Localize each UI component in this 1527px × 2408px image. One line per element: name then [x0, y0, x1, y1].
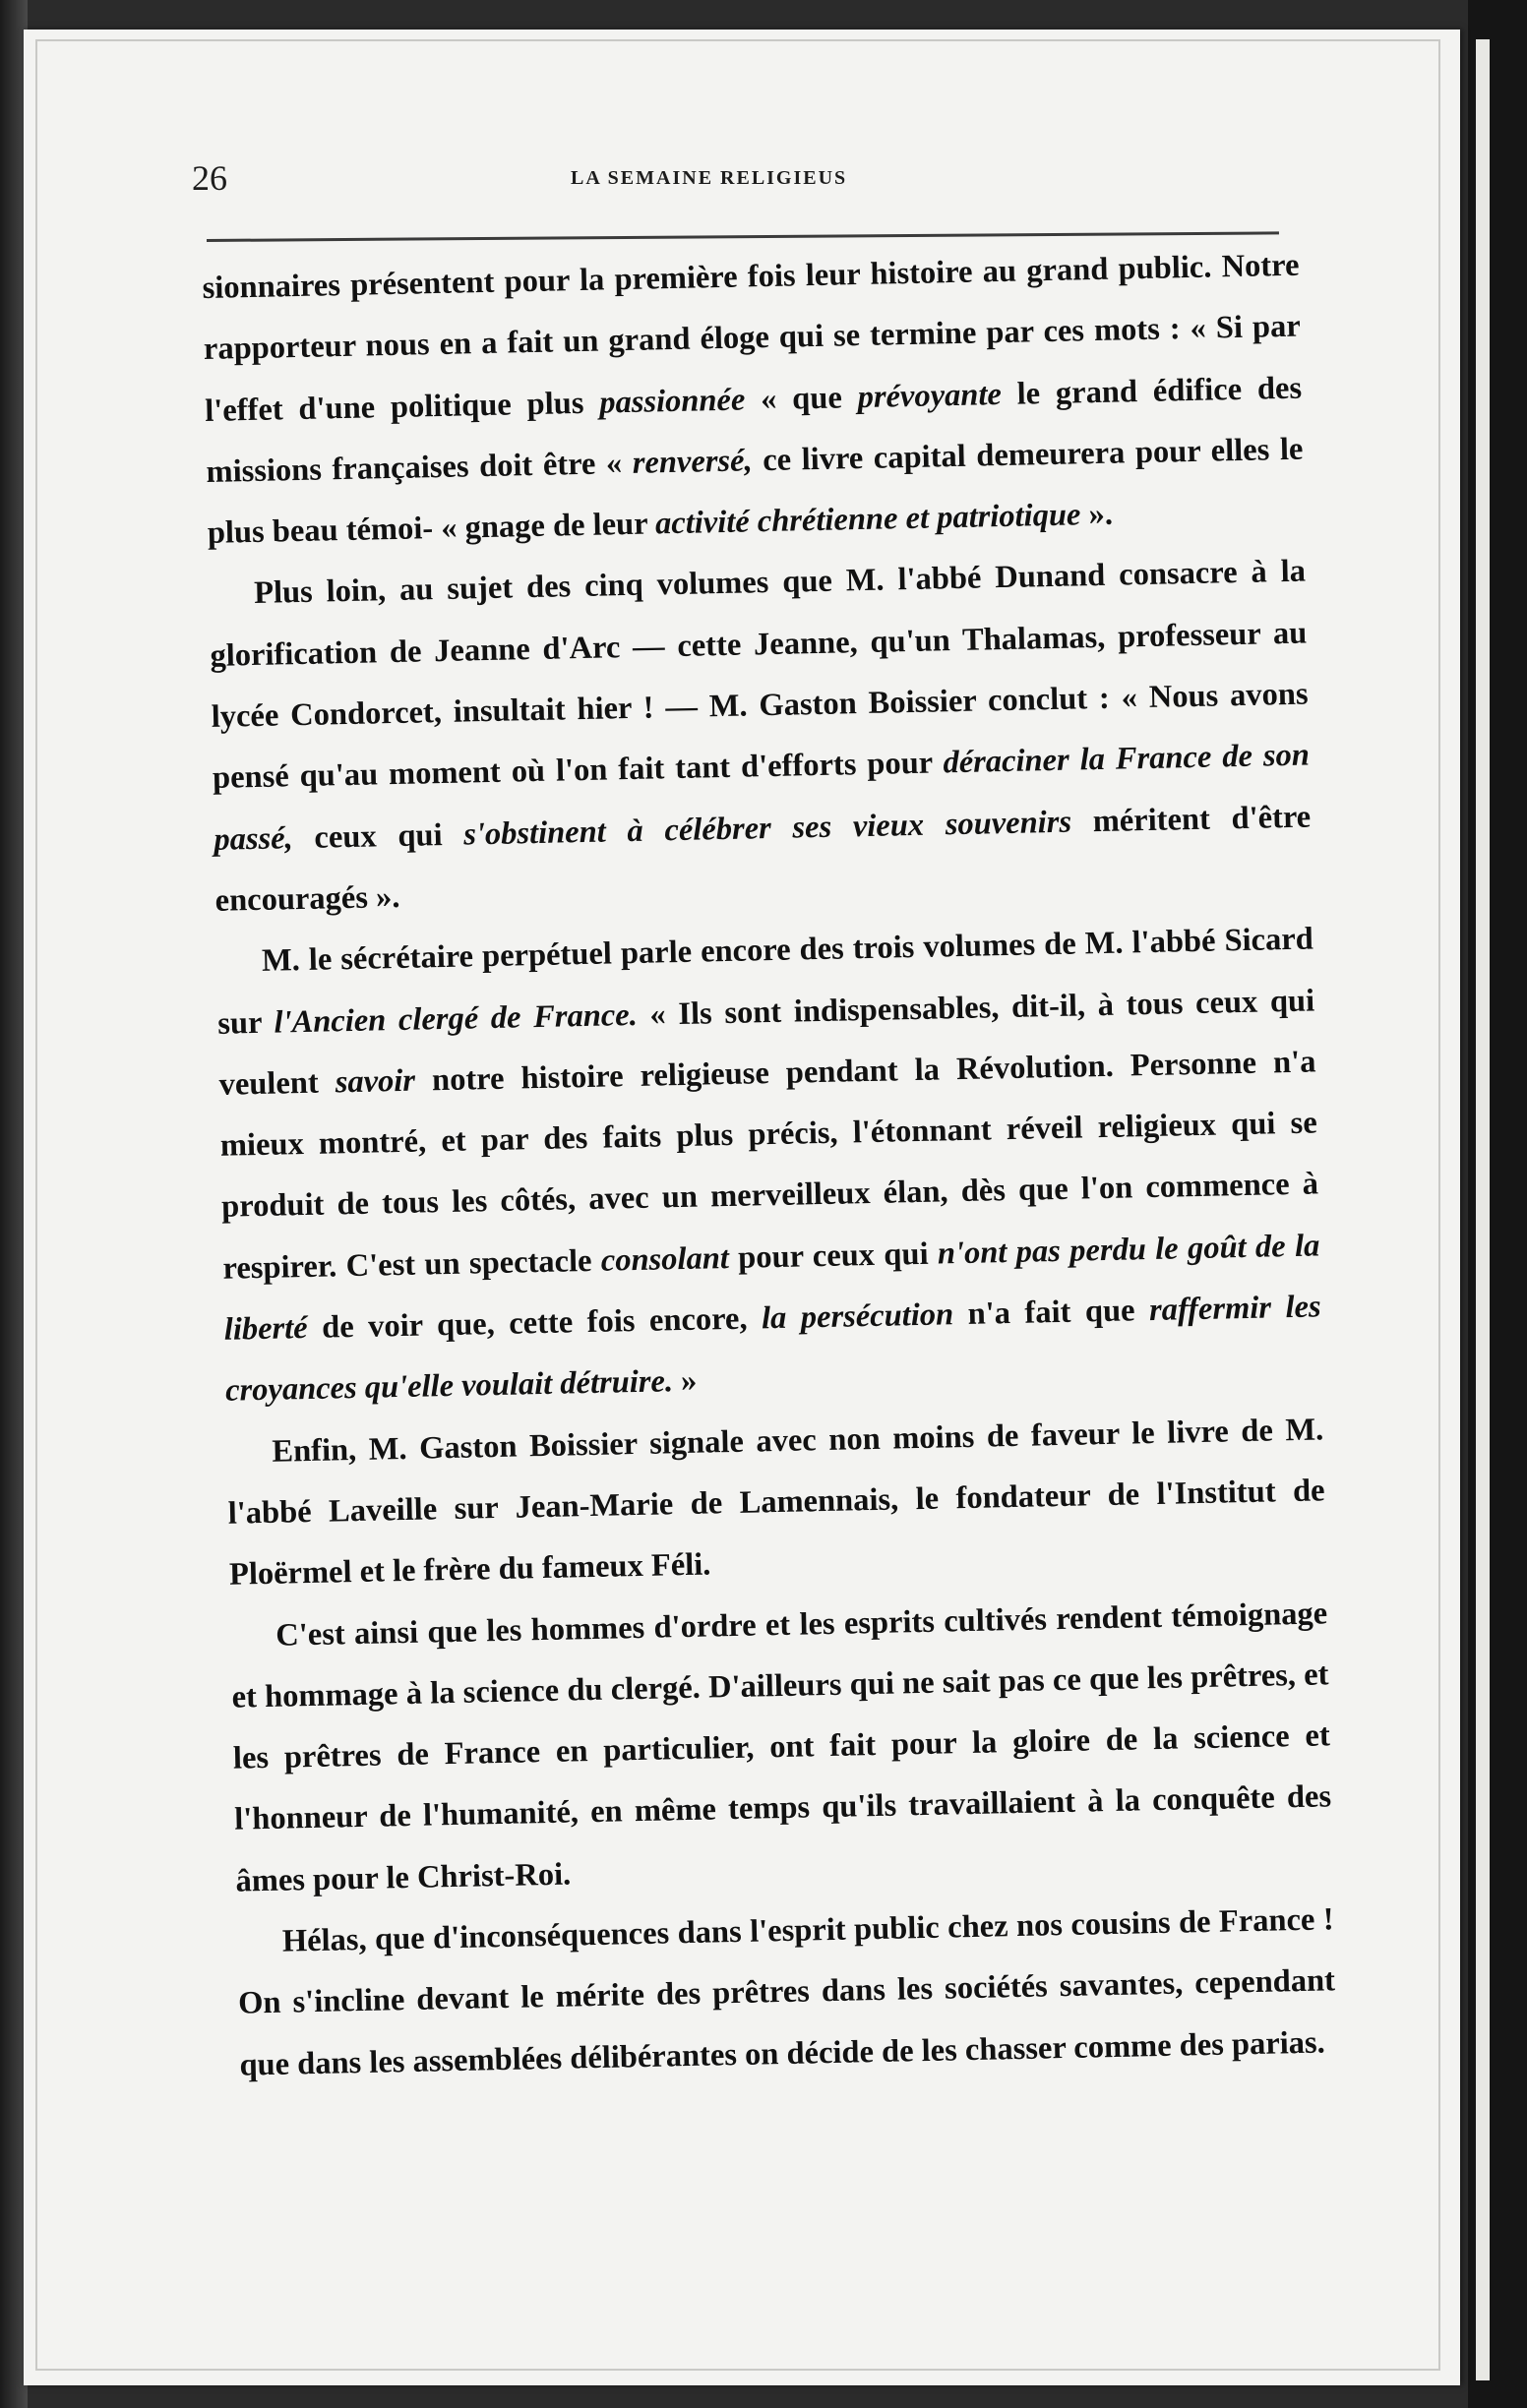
running-title: LA SEMAINE RELIGIEUS — [571, 167, 848, 189]
paragraph-4: Enfin, M. Gaston Boissier signale avec non moins de faveur le livre de M. l'abbé Laveille sur Jean-Marie de Lamennais, le fondateur de l'Institut de Ploërmel et le frère du fameux Féli. — [227, 1412, 1325, 1593]
page-number: 26 — [192, 158, 227, 198]
adjacent-page-edge — [1476, 39, 1490, 2380]
paragraph-2: Plus loin, au sujet des cinq volumes que M. l'abbé Dunand consacre à la glorification de Jeanne d'Arc — cette Jeanne, qu'un Thalamas, professeur au lycée Condorcet, insultait hier ! — M. Gaston Boissier conclut : « Nous avons pensé qu'au moment où l'on fait tant d'efforts pour déraciner la France de son passé, ceux qui s'obstinent à célébrer ses vieux souvenirs méritent d'être encouragés ». — [210, 554, 1312, 919]
paragraph-6: Hélas, que d'inconséquences dans l'esprit public chez nos cousins de France ! On s'incline devant le mérite des prêtres dans les sociétés savantes, cependant que dans les assemblées délibérantes on décide de les chasser comme des parias. — [237, 1901, 1336, 2083]
body-text — [202, 235, 1337, 2096]
paragraph-3: M. le sécrétaire perpétuel parle encore des trois volumes de M. l'abbé Sicard sur l'Ancien clergé de France. « Ils sont indispensables, dit-il, à tous ceux qui veulent savoir notre histoire religieuse pendant la Révolution. Personne n'a mieux montré, et par des faits plus précis, l'étonnant réveil religieux qui se produit de tous les côtés, avec un merveilleux élan, dès que l'on commence à respirer. C'est un spectacle consolant pour ceux qui n'ont pas perdu le goût de la liberté de voir que, cette fois encore, la persécution n'a fait que raffermir les croyances qu'elle voulait détruire. » — [216, 921, 1321, 1410]
paragraph-5: C'est ainsi que les hommes d'ordre et les esprits cultivés rendent témoignage et hommage à la science du clergé. D'ailleurs qui ne sait pas ce que les prêtres, et les prêtres de France en particulier, ont fait pour la gloire de la science et l'honneur de l'humanité, en même temps qu'ils travaillaient à la conquête des âmes pour le Christ-Roi. — [231, 1595, 1332, 1899]
page-header — [192, 157, 1284, 197]
paragraph-1: sionnaires présentent pour la première fois leur histoire au grand public. Notre rapporteur nous en a fait un grand éloge qui se termine par ces mots : « Si par l'effet d'une politique plus passionnée « que prévoyante le grand édifice des missions françaises doit être « renversé, ce livre capital demeurera pour elles le plus beau témoi- « gnage de leur activité chrétienne et patriotique ». — [202, 247, 1304, 552]
